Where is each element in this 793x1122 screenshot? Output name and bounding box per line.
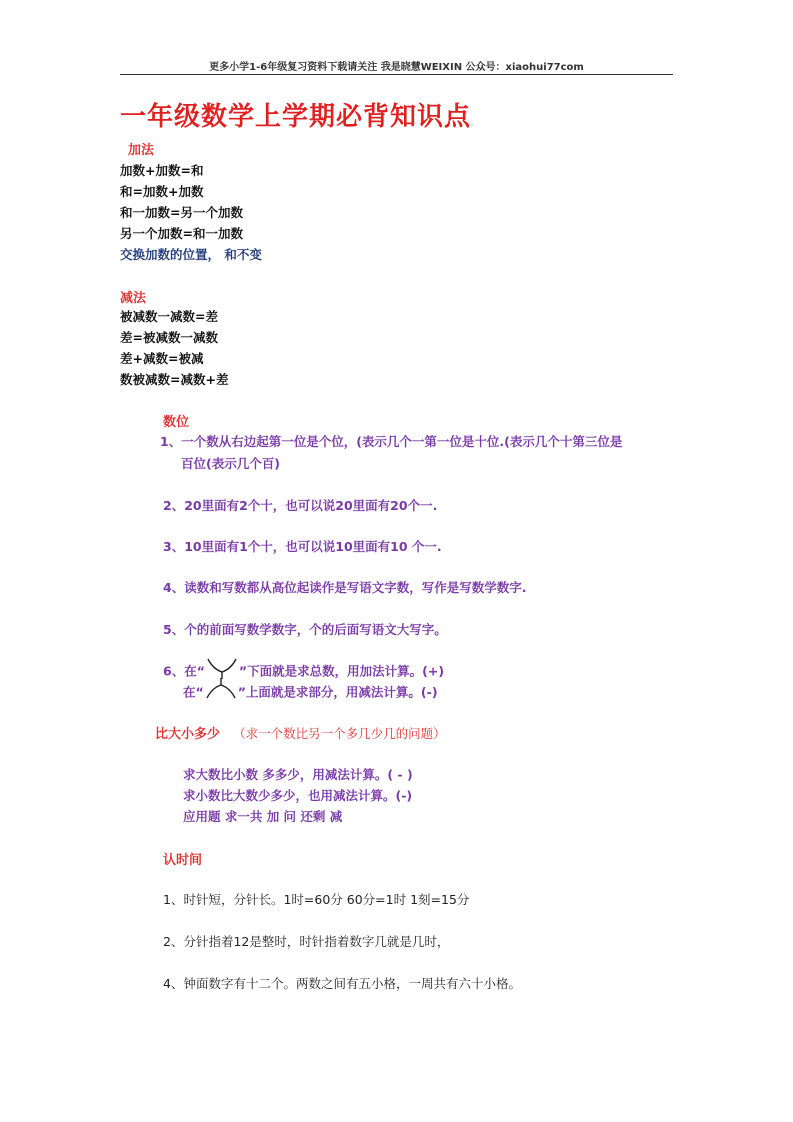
split-fork-icon bbox=[204, 678, 238, 700]
compare-heading: 比大小多少 bbox=[155, 727, 221, 742]
place-value-item-2: 2、20里面有2个十，也可以说20里面有20个一. bbox=[163, 498, 438, 513]
time-item-1: 1、时针短，分针长。1时=60分 60分=1时 1刻=15分 bbox=[163, 892, 470, 907]
item-6b-prefix: 在“ bbox=[183, 684, 204, 700]
compare-heading-row bbox=[155, 723, 446, 742]
title-text: 一年级数学上学期必背知识点 bbox=[120, 102, 472, 132]
subtraction-line-3: 差+减数=被减 bbox=[120, 351, 204, 366]
subtraction-line-2: 差=被减数一减数 bbox=[120, 330, 218, 345]
place-value-item-6b bbox=[183, 682, 438, 704]
compare-line-3: 应用题 求一共 加 问 还剩 减 bbox=[183, 809, 343, 824]
place-value-item-1-cont: 百位(表示几个百) bbox=[181, 456, 280, 471]
addition-line-1: 加数+加数=和 bbox=[120, 163, 204, 178]
subtraction-line-4: 数被减数=减数+差 bbox=[120, 372, 229, 387]
addition-line-2: 和=加数+加数 bbox=[120, 184, 204, 199]
compare-note: （求一个数比另一个多几少几的问题） bbox=[233, 726, 446, 741]
place-value-item-1: 1、一个数从右边起第一位是个位，(表示几个一第一位是十位.(表示几个十第三位是 bbox=[160, 434, 623, 449]
time-item-2: 2、分针指着12是整时，时针指着数字几就是几时， bbox=[163, 934, 450, 949]
addition-heading: 加法 bbox=[128, 143, 155, 158]
title-mark: 。 bbox=[471, 118, 481, 127]
item-6-suffix: ”下面就是求总数，用加法计算。(+) bbox=[238, 663, 445, 679]
page-title bbox=[120, 96, 480, 133]
addition-swap-rule: 交换加数的位置， 和不变 bbox=[120, 247, 262, 262]
compare-line-2: 求小数比大数少多少，也用减法计算。(-) bbox=[183, 788, 413, 803]
place-value-item-3: 3、10里面有1个十，也可以说10里面有10 个一. bbox=[163, 539, 442, 554]
place-value-item-4: 4、读数和写数都从高位起读作是写语文字数，写作是写数学数字. bbox=[163, 580, 527, 595]
time-heading: 认时间 bbox=[163, 853, 203, 868]
subtraction-heading: 减法 bbox=[120, 291, 147, 306]
place-value-item-5: 5、个的前面写数学数字，个的后面写语文大写字。 bbox=[163, 622, 447, 637]
item-6-prefix: 6、在“ bbox=[163, 663, 205, 679]
page-header: 更多小学1-6年级复习资料下载请关注 我是晓慧WEIXIN 公众号：xiaohui77com bbox=[209, 62, 584, 73]
item-6b-suffix: ”上面就是求部分，用减法计算。(-) bbox=[237, 684, 438, 700]
subtraction-line-1: 被减数一减数=差 bbox=[120, 309, 218, 324]
header-rule bbox=[120, 74, 673, 75]
addition-line-3: 和一加数=另一个加数 bbox=[120, 205, 243, 220]
place-value-heading: 数位 bbox=[163, 415, 190, 430]
time-item-4: 4、钟面数字有十二个。两数之间有五小格，一周共有六十小格。 bbox=[163, 976, 521, 991]
addition-line-4: 另一个加数=和一加数 bbox=[120, 226, 243, 241]
compare-line-1: 求大数比小数 多多少，用减法计算。( - ) bbox=[183, 767, 413, 782]
merge-fork-icon bbox=[205, 657, 239, 679]
